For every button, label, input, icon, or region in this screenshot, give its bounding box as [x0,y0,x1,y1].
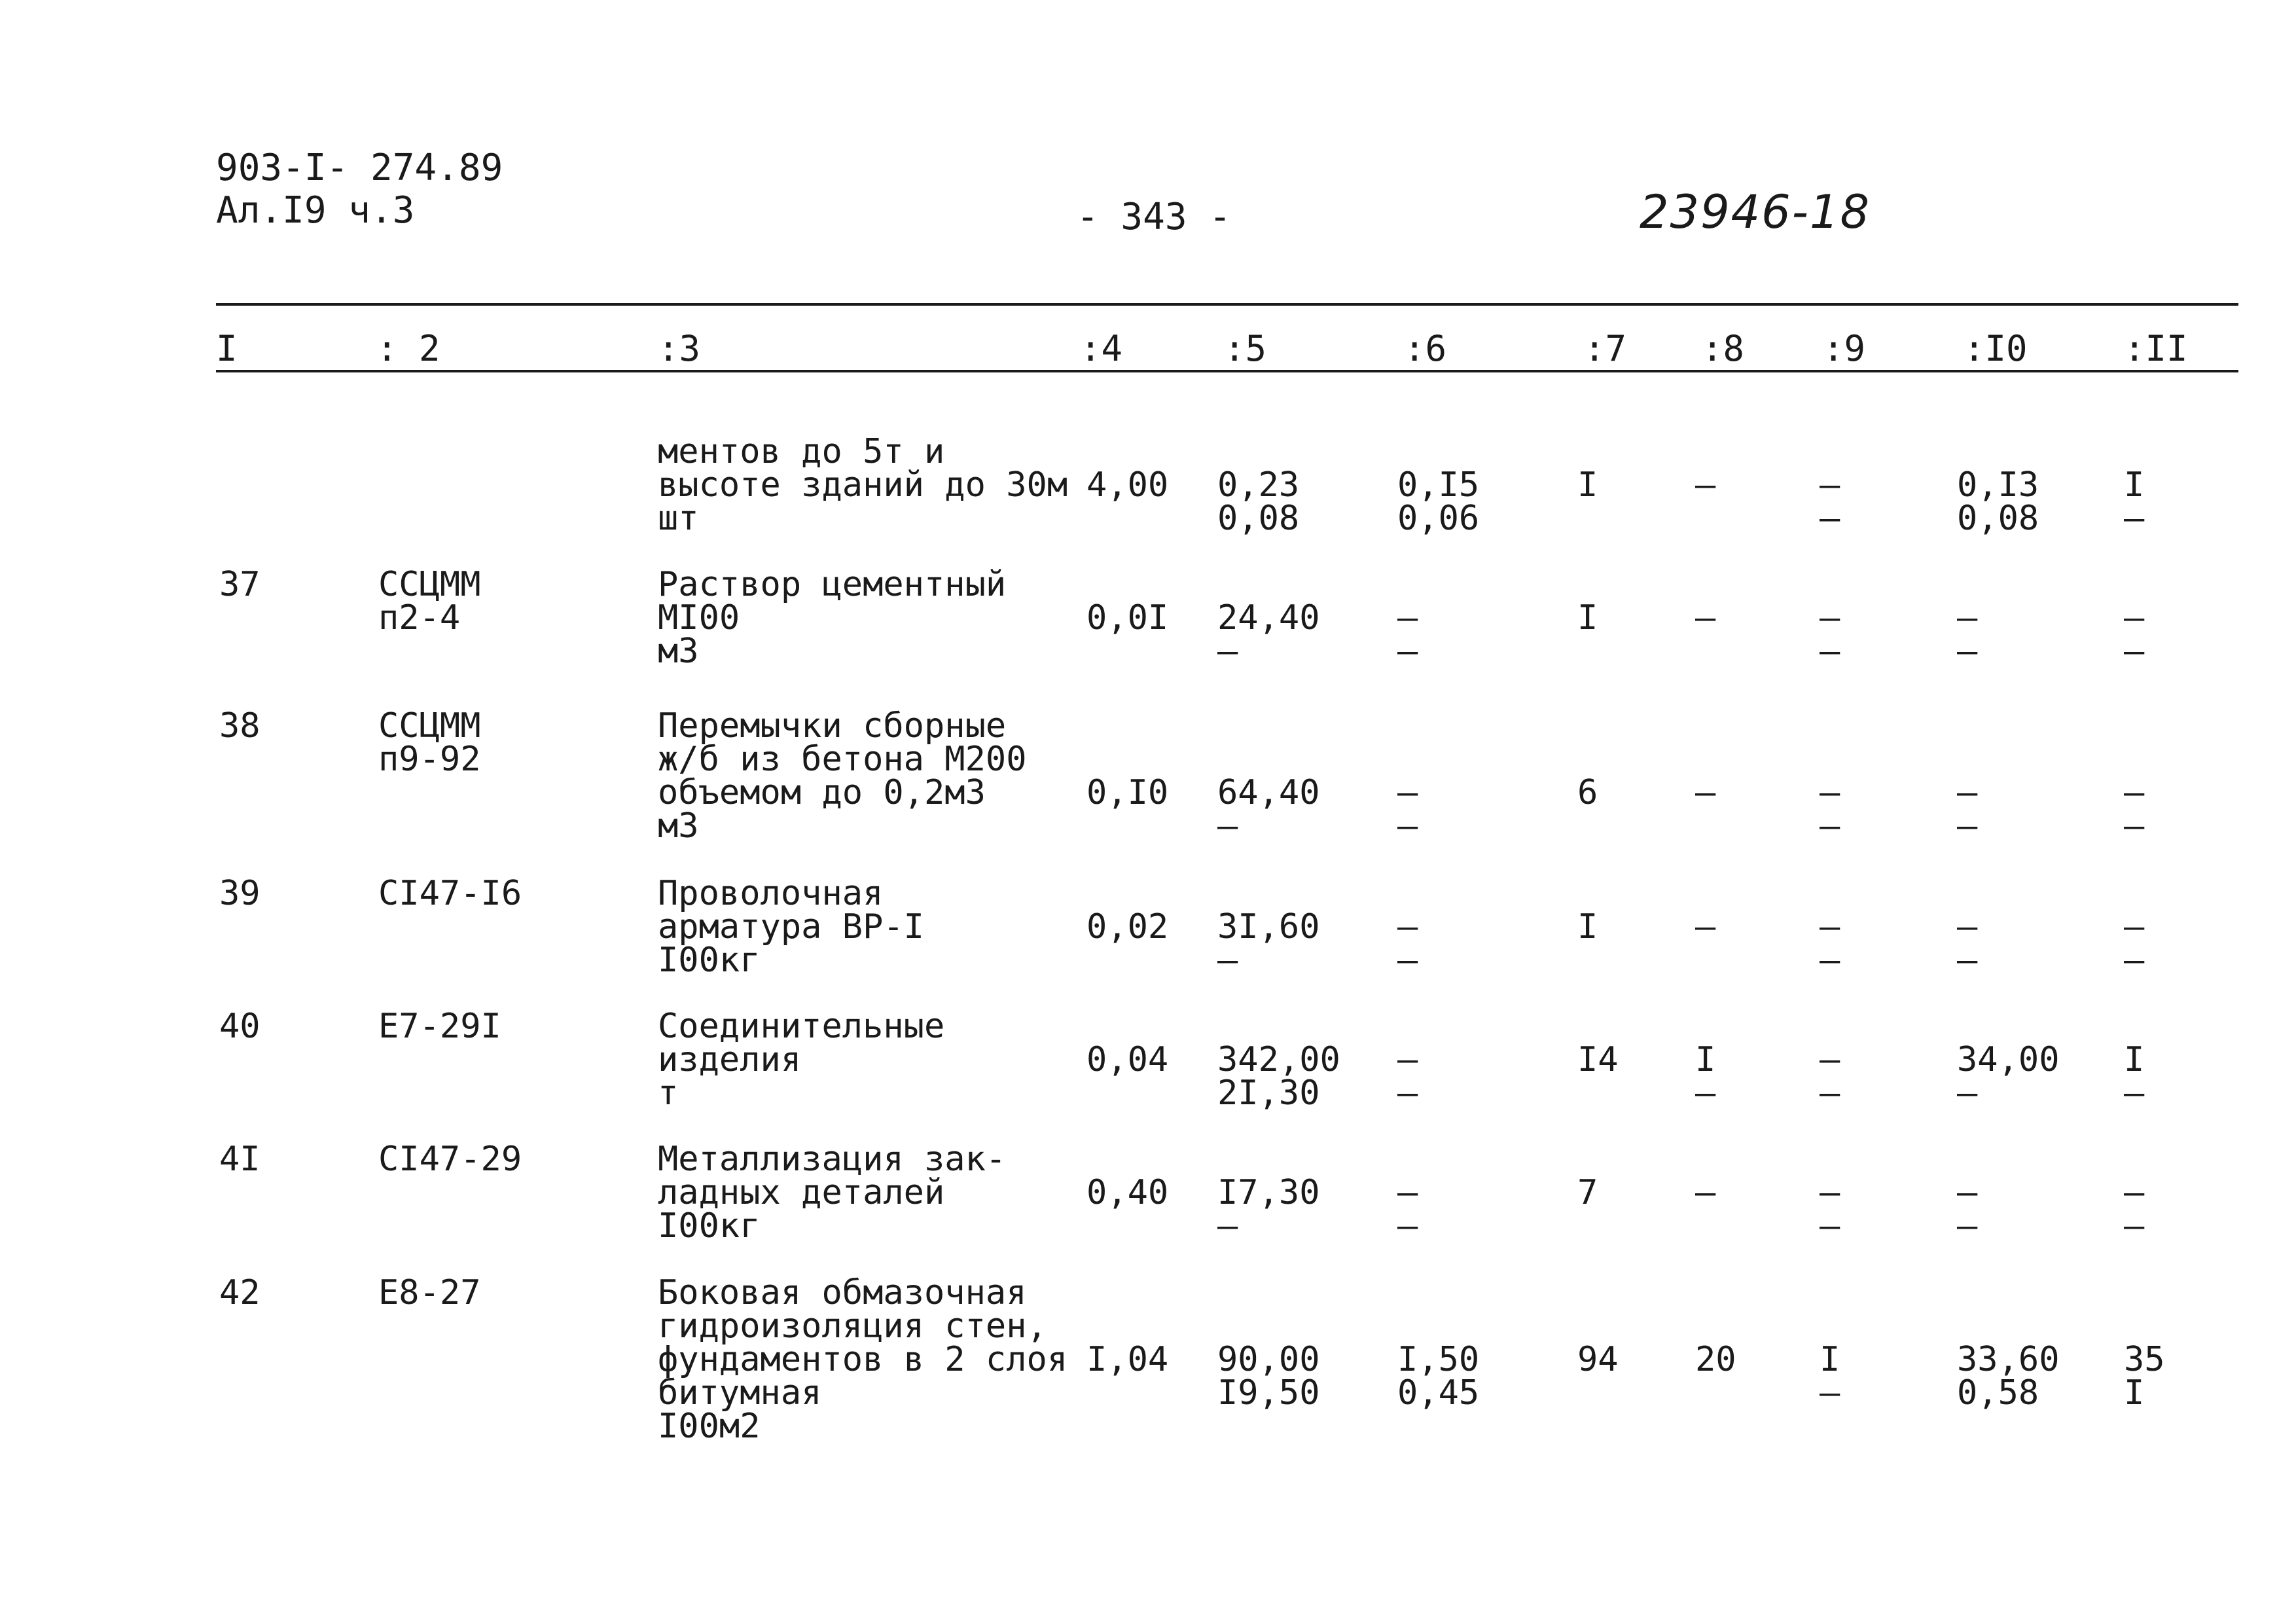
col4-value: 0,40 [1086,1173,1169,1212]
column-header-4: :4 [1080,328,1123,369]
col9-value: – – [1820,465,1840,538]
col5-value: I7,30 – [1217,1173,1320,1246]
column-header-3: :3 [658,328,701,369]
col7-value: I [1577,907,1598,947]
col5-value: 3I,60 – [1217,907,1320,980]
col4-value: 0,04 [1086,1040,1169,1079]
col6-value: – – [1397,1040,1418,1113]
item-code: СI47-29 [378,1140,522,1179]
item-description: Перемычки сборные ж/б из бетона М200 объемом до 0,2м3 м3 [658,706,1027,846]
col9-value: I – [1820,1340,1840,1413]
col8-value: I – [1695,1040,1716,1113]
item-description: Соединительные изделия т [658,1007,945,1113]
col7-value: I4 [1577,1040,1619,1079]
col5-value: 90,00 I9,50 [1217,1340,1320,1413]
column-header-7: :7 [1584,328,1627,369]
col10-value: – – [1957,907,1978,980]
item-description: Металлизация зак- ладных деталей I00кг [658,1140,1007,1246]
col11-value: – – [2124,773,2145,846]
item-code: Е8-27 [378,1273,481,1312]
col7-value: 6 [1577,773,1598,812]
col11-value: I – [2124,1040,2145,1113]
col8-value: – [1695,907,1716,947]
col4-value: 0,02 [1086,907,1169,947]
column-header-11: :II [2124,328,2188,369]
col9-value: – – [1820,1040,1840,1113]
column-header-6: :6 [1404,328,1447,369]
item-code: Е7-29I [378,1007,501,1046]
col9-value: – – [1820,598,1840,671]
col9-value: – – [1820,1173,1840,1246]
archive-number: 23946-18 [1640,185,1871,239]
col4-value: 0,0I [1086,598,1169,638]
column-header-5: :5 [1224,328,1267,369]
table-top-rule [216,303,2238,306]
col5-value: 342,00 2I,30 [1217,1040,1340,1113]
document-code: 903-I- 274.89 [216,147,503,189]
col7-value: 94 [1577,1340,1619,1379]
row-number: 42 [219,1273,260,1312]
col6-value: – – [1397,907,1418,980]
col4-value: I,04 [1086,1340,1169,1379]
col10-value: 0,I3 0,08 [1957,465,2039,538]
col6-value: – – [1397,773,1418,846]
col5-value: 64,40 – [1217,773,1320,846]
col7-value: 7 [1577,1173,1598,1212]
item-description: Раствор цементный МI00 м3 [658,565,1007,671]
item-code: ССЦММ п9-92 [378,706,481,779]
col8-value: – [1695,773,1716,812]
item-description: Боковая обмазочная гидроизоляция стен, фундаментов в 2 слоя битумная I00м2 [658,1273,1068,1446]
col11-value: I – [2124,465,2145,538]
col5-value: 24,40 – [1217,598,1320,671]
col4-value: 4,00 [1086,465,1169,505]
col11-value: – – [2124,1173,2145,1246]
col7-value: I [1577,598,1598,638]
col6-value: I,50 0,45 [1397,1340,1480,1413]
item-code: СI47-I6 [378,874,522,913]
row-number: 38 [219,706,260,746]
col8-value: – [1695,1173,1716,1212]
column-header-2: : 2 [376,328,440,369]
col10-value: 34,00 – [1957,1040,2060,1113]
col8-value: – [1695,598,1716,638]
col10-value: – – [1957,598,1978,671]
column-header-8: :8 [1702,328,1745,369]
col5-value: 0,23 0,08 [1217,465,1300,538]
sheet-reference: Ал.I9 ч.3 [216,189,415,232]
col10-value: – – [1957,773,1978,846]
table-header-rule [216,370,2238,372]
col4-value: 0,I0 [1086,773,1169,812]
row-number: 37 [219,565,260,604]
col11-value: – – [2124,598,2145,671]
item-description: Проволочная арматура ВР-I I00кг [658,874,924,980]
col10-value: 33,60 0,58 [1957,1340,2060,1413]
col8-value: 20 [1695,1340,1736,1379]
column-header-10: :I0 [1964,328,2028,369]
col11-value: – – [2124,907,2145,980]
col10-value: – – [1957,1173,1978,1246]
col9-value: – – [1820,773,1840,846]
col6-value: – – [1397,598,1418,671]
row-number: 40 [219,1007,260,1046]
col7-value: I [1577,465,1598,505]
col9-value: – – [1820,907,1840,980]
item-code: ССЦММ п2-4 [378,565,481,638]
row-number: 4I [219,1140,260,1179]
col6-value: 0,I5 0,06 [1397,465,1480,538]
column-header-9: :9 [1823,328,1866,369]
item-description: ментов до 5т и высоте зданий до 30м шт [658,432,1068,538]
row-number: 39 [219,874,260,913]
column-header-1: I [216,328,238,369]
col6-value: – – [1397,1173,1418,1246]
page-number: - 343 - [1077,196,1232,238]
col11-value: 35 I [2124,1340,2165,1413]
col8-value: – [1695,465,1716,505]
